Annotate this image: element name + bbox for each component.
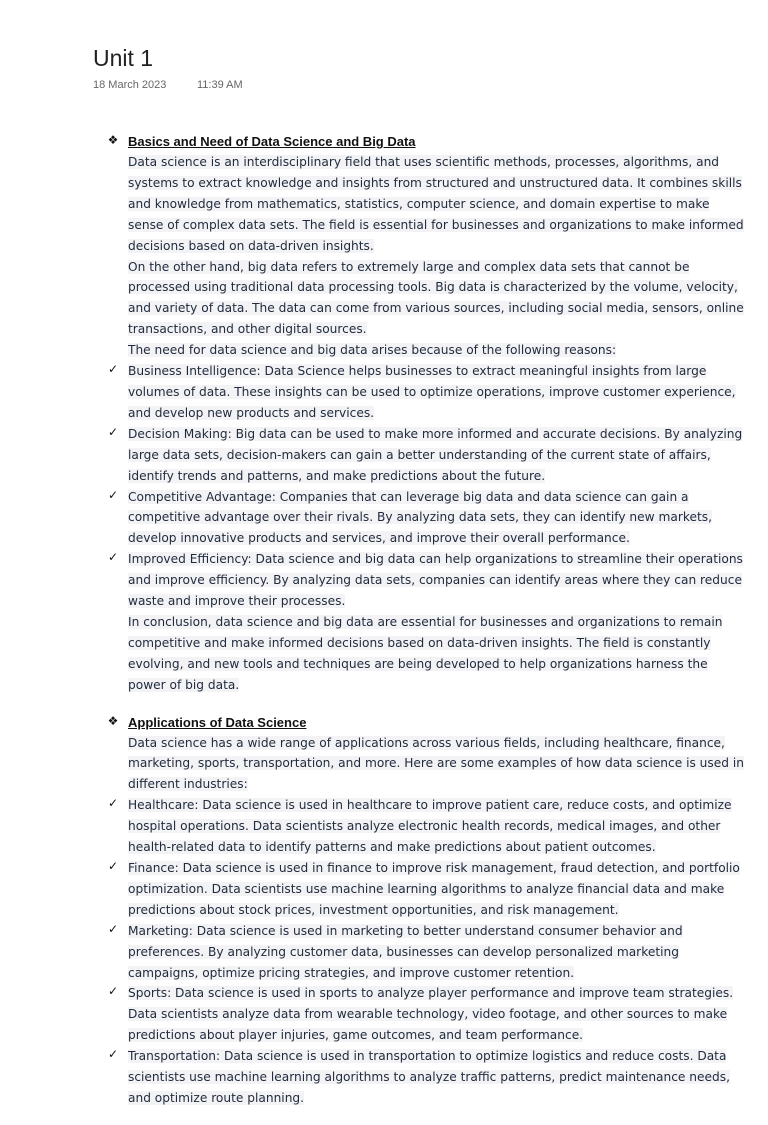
checklist-item [104, 920, 744, 983]
checklist-item-text[interactable]: Business Intelligence: Data Science helps businesses to extract meaningful insights from large volumes of data. These insights can be used to optimize operations, improve customer experience, and develop new products and services. [128, 364, 736, 420]
page-time: 11:39 AM [197, 79, 243, 91]
checkmark-icon: ✓ [107, 487, 119, 502]
page-date: 18 March 2023 [93, 79, 167, 91]
section-heading-row [104, 131, 744, 151]
checklist-item-text[interactable]: Transportation: Data science is used in transportation to optimize logistics and reduce costs. Data scientists use machine learning algorithms to analyze traffic patterns, predict maintenance needs, and optimize route planning. [128, 1049, 730, 1105]
checklist-item [104, 423, 744, 486]
checkmark-icon: ✓ [107, 1047, 119, 1062]
section-basics [104, 131, 744, 695]
checklist-item-text[interactable]: Competitive Advantage: Companies that can leverage big data and data science can gain a competitive advantage over their rivals. By analyzing data sets, they can identify new markets, develop innovative products and services, and improve their overall performance. [128, 489, 712, 546]
paragraph [104, 339, 744, 360]
section-heading[interactable]: Applications of Data Science [128, 714, 307, 730]
checklist-item-text[interactable]: Marketing: Data science is used in marketing to better understand consumer behavior and preferences. By analyzing customer data, businesses can develop personalized marketing campaigns, optimize pricing strategies, and improve customer retention. [128, 923, 683, 980]
checkmark-icon: ✓ [107, 921, 119, 936]
paragraph [104, 732, 744, 795]
checklist-item-text[interactable]: Decision Making: Big data can be used to make more informed and accurate decisions. By analyzing large data sets, decision-makers can gain a better understanding of the current state of affairs, identify trends and patterns, and make predictions about the future. [128, 426, 743, 483]
checklist-item-text[interactable]: Healthcare: Data science is used in healthcare to improve patient care, reduce costs, and optimize hospital operations. Data scientists analyze electronic health records, medical images, and other health-related data to identify patterns and make predictions about patient outcomes. [128, 798, 732, 855]
page-title: Unit 1 [93, 45, 154, 71]
page-header [93, 43, 243, 92]
checklist-item [104, 486, 744, 549]
checklist-item [104, 548, 744, 611]
checklist-item [104, 982, 744, 1045]
checklist-item-text[interactable]: Improved Efficiency: Data science and big data can help organizations to streamline their operations and improve efficiency. By analyzing data sets, companies can identify areas where they can reduce waste and improve their processes. [128, 552, 743, 609]
checkmark-icon: ✓ [107, 796, 119, 811]
checkmark-icon: ✓ [107, 859, 119, 873]
note-content[interactable] [104, 131, 744, 1125]
checklist-item [104, 360, 744, 423]
paragraph-text[interactable]: On the other hand, big data refers to extremely large and complex data sets that cannot be processed using traditional data processing tools. Big data is characterized by the volume, velocity, and variety of data. The data can come from various sources, including social media, sensors, online transactions, and other digital sources. [128, 259, 744, 337]
checklist-item [104, 1045, 744, 1108]
section-heading[interactable]: Basics and Need of Data Science and Big Data [128, 134, 416, 149]
paragraph-text[interactable]: Data science has a wide range of applications across various fields, including healthcare, finance, marketing, sports, transportation, and more. Here are some examples of how data science is used in different industries: [128, 735, 744, 792]
paragraph-text[interactable]: Data science is an interdisciplinary field that uses scientific methods, processes, algorithms, and systems to extract knowledge and insights from structured and unstructured data. It combines skills and knowledge from mathematics, statistics, computer science, and domain expertise to make sense of complex data sets. The field is essential for businesses and organizations to make informed decisions based on data-driven insights. [128, 155, 744, 253]
paragraph [104, 611, 744, 695]
page-meta [93, 78, 243, 92]
paragraph-text[interactable]: In conclusion, data science and big data are essential for businesses and organizations to remain competitive and make informed decisions based on data-driven insights. The field is constantly evolving, and new tools and techniques are being developed to help organizations harness the power of big data. [128, 614, 723, 692]
diamond-bullet-icon: ❖ [107, 713, 119, 728]
checkmark-icon: ✓ [107, 550, 119, 565]
section-heading-row [104, 712, 744, 732]
checklist-item-text[interactable]: Sports: Data science is used in sports to analyze player performance and improve team strategies. Data scientists analyze data from wearable technology, video footage, and other sources to make predictions about player injuries, game outcomes, and team performance. [128, 986, 734, 1043]
section-applications [104, 712, 744, 1108]
checklist-item-text[interactable]: Finance: Data science is used in finance to improve risk management, fraud detection, and portfolio optimization. Data scientists use machine learning algorithms to analyze financial data and make predictions about stock prices, investment opportunities, and risk management. [128, 861, 740, 917]
checkmark-icon: ✓ [107, 362, 119, 377]
checklist-item [104, 857, 744, 920]
paragraph-text[interactable]: The need for data science and big data arises because of the following reasons: [128, 343, 617, 358]
checklist-item [104, 794, 744, 857]
checkmark-icon: ✓ [107, 424, 119, 439]
paragraph [104, 256, 744, 340]
diamond-bullet-icon: ❖ [107, 133, 119, 147]
checkmark-icon: ✓ [107, 984, 119, 999]
paragraph [104, 151, 744, 256]
